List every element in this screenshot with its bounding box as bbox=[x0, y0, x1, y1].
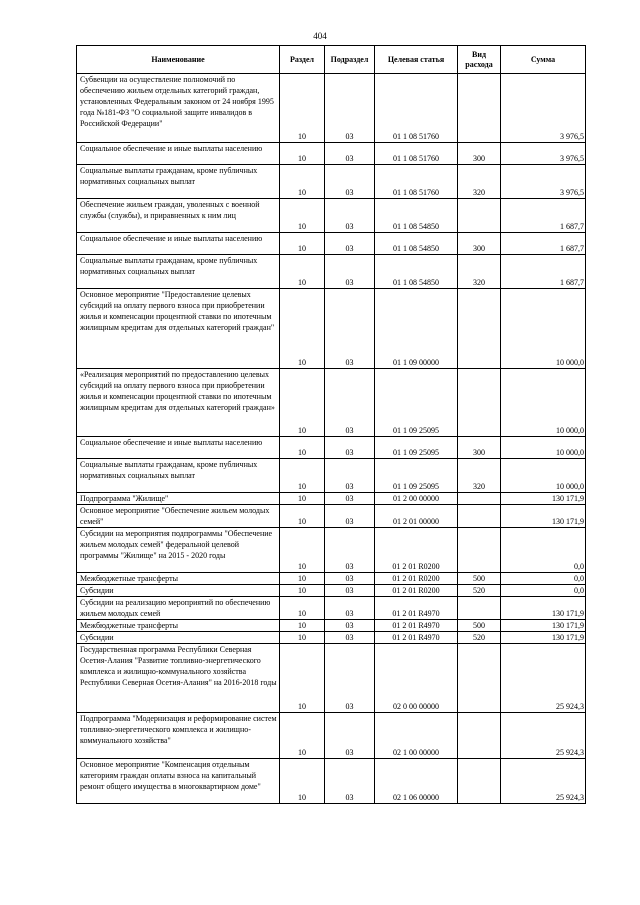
cell-summa: 1 687,7 bbox=[501, 199, 586, 233]
cell-vid: 500 bbox=[458, 620, 501, 632]
cell-name: Межбюджетные трансферты bbox=[77, 620, 280, 632]
cell-podrazdel: 03 bbox=[325, 437, 375, 459]
table-row bbox=[77, 493, 586, 505]
cell-razdel: 10 bbox=[280, 255, 325, 289]
header-summa: Сумма bbox=[501, 46, 586, 74]
cell-summa: 130 171,9 bbox=[501, 632, 586, 644]
cell-vid bbox=[458, 597, 501, 620]
cell-name: Субсидии bbox=[77, 585, 280, 597]
table-row bbox=[77, 255, 586, 289]
cell-name: Субсидии bbox=[77, 632, 280, 644]
cell-podrazdel: 03 bbox=[325, 759, 375, 804]
cell-podrazdel: 03 bbox=[325, 74, 375, 143]
table-row bbox=[77, 713, 586, 759]
cell-name: Обеспечение жильем граждан, уволенных с военной службы (службы), и приравненных к ним лиц bbox=[77, 199, 280, 233]
cell-podrazdel: 03 bbox=[325, 505, 375, 528]
cell-name: Субсидии на мероприятия подпрограммы "Обеспечение жильем молодых семей" федеральной целевой программы "Жилище" на 2015 - 2020 годы bbox=[77, 528, 280, 573]
cell-vid: 300 bbox=[458, 233, 501, 255]
table-body bbox=[77, 74, 586, 804]
cell-statya: 01 2 01 R4970 bbox=[375, 597, 458, 620]
cell-name: Государственная программа Республики Северная Осетия-Алания "Развитие топливно-энергетического комплекса и жилищно-коммунального хозяйства Республики Северная Осетия-Алания" на 2016-2018 годы bbox=[77, 644, 280, 713]
cell-podrazdel: 03 bbox=[325, 143, 375, 165]
cell-name: Основное мероприятие "Предоставление целевых субсидий на оплату первого взноса при приобретении жилья и компенсации процентной ставки по ипотечным жилищным кредитам для отдельных категорий граждан" bbox=[77, 289, 280, 369]
cell-summa: 0,0 bbox=[501, 585, 586, 597]
cell-summa: 1 687,7 bbox=[501, 233, 586, 255]
cell-name: Субвенции на осуществление полномочий по обеспечению жильем отдельных категорий граждан, установленных Федеральным законом от 24 ноября 1995 года №181-ФЗ "О социальной защите инвалидов в Российской Федерации" bbox=[77, 74, 280, 143]
cell-name: «Реализация мероприятий по предоставлению целевых субсидий на оплату первого взноса при приобретении жилья и компенсации процентной ставки по ипотечным жилищным кредитам для отдельных категорий граждан» bbox=[77, 369, 280, 437]
table-row bbox=[77, 74, 586, 143]
cell-statya: 01 1 09 25095 bbox=[375, 459, 458, 493]
cell-name: Социальные выплаты гражданам, кроме публичных нормативных социальных выплат bbox=[77, 165, 280, 199]
cell-podrazdel: 03 bbox=[325, 493, 375, 505]
cell-summa: 130 171,9 bbox=[501, 505, 586, 528]
cell-razdel: 10 bbox=[280, 493, 325, 505]
cell-razdel: 10 bbox=[280, 369, 325, 437]
cell-razdel: 10 bbox=[280, 713, 325, 759]
cell-vid bbox=[458, 199, 501, 233]
cell-statya: 01 2 01 R0200 bbox=[375, 585, 458, 597]
table-row bbox=[77, 528, 586, 573]
cell-vid: 320 bbox=[458, 459, 501, 493]
cell-statya: 01 2 01 R4970 bbox=[375, 620, 458, 632]
cell-razdel: 10 bbox=[280, 437, 325, 459]
cell-podrazdel: 03 bbox=[325, 459, 375, 493]
cell-name: Межбюджетные трансферты bbox=[77, 573, 280, 585]
cell-summa: 10 000,0 bbox=[501, 459, 586, 493]
cell-name: Социальные выплаты гражданам, кроме публичных нормативных социальных выплат bbox=[77, 255, 280, 289]
cell-vid bbox=[458, 713, 501, 759]
cell-name: Субсидии на реализацию мероприятий по обеспечению жильем молодых семей bbox=[77, 597, 280, 620]
cell-statya: 02 1 06 00000 bbox=[375, 759, 458, 804]
cell-statya: 01 1 09 25095 bbox=[375, 437, 458, 459]
table-header-row bbox=[77, 46, 586, 74]
cell-podrazdel: 03 bbox=[325, 713, 375, 759]
cell-name: Подпрограмма "Жилище" bbox=[77, 493, 280, 505]
cell-statya: 01 1 08 54850 bbox=[375, 199, 458, 233]
cell-name: Социальное обеспечение и иные выплаты населению bbox=[77, 233, 280, 255]
cell-summa: 3 976,5 bbox=[501, 143, 586, 165]
cell-summa: 3 976,5 bbox=[501, 74, 586, 143]
cell-name: Подпрограмма "Модернизация и реформирование систем топливно-энергетического комплекса и жилищно-коммунального хозяйства" bbox=[77, 713, 280, 759]
cell-razdel: 10 bbox=[280, 597, 325, 620]
cell-razdel: 10 bbox=[280, 74, 325, 143]
table-row bbox=[77, 369, 586, 437]
cell-summa: 130 171,9 bbox=[501, 597, 586, 620]
cell-summa: 10 000,0 bbox=[501, 369, 586, 437]
cell-name: Социальное обеспечение и иные выплаты населению bbox=[77, 437, 280, 459]
cell-vid: 320 bbox=[458, 165, 501, 199]
cell-razdel: 10 bbox=[280, 289, 325, 369]
cell-podrazdel: 03 bbox=[325, 233, 375, 255]
page-number: 404 bbox=[313, 31, 327, 41]
cell-podrazdel: 03 bbox=[325, 255, 375, 289]
cell-statya: 01 1 08 51760 bbox=[375, 165, 458, 199]
table-row bbox=[77, 759, 586, 804]
table-row bbox=[77, 620, 586, 632]
header-statya: Целевая статья bbox=[375, 46, 458, 74]
cell-vid bbox=[458, 505, 501, 528]
cell-vid bbox=[458, 528, 501, 573]
table-row bbox=[77, 597, 586, 620]
cell-podrazdel: 03 bbox=[325, 585, 375, 597]
cell-podrazdel: 03 bbox=[325, 644, 375, 713]
cell-statya: 01 1 09 00000 bbox=[375, 289, 458, 369]
cell-podrazdel: 03 bbox=[325, 620, 375, 632]
cell-razdel: 10 bbox=[280, 644, 325, 713]
cell-razdel: 10 bbox=[280, 165, 325, 199]
table-row bbox=[77, 199, 586, 233]
cell-podrazdel: 03 bbox=[325, 528, 375, 573]
cell-statya: 01 1 09 25095 bbox=[375, 369, 458, 437]
cell-vid bbox=[458, 644, 501, 713]
cell-razdel: 10 bbox=[280, 620, 325, 632]
cell-summa: 25 924,3 bbox=[501, 759, 586, 804]
header-name: Наименование bbox=[77, 46, 280, 74]
cell-vid bbox=[458, 74, 501, 143]
table-row bbox=[77, 233, 586, 255]
cell-statya: 01 2 01 R0200 bbox=[375, 573, 458, 585]
cell-razdel: 10 bbox=[280, 199, 325, 233]
cell-statya: 01 2 01 00000 bbox=[375, 505, 458, 528]
cell-podrazdel: 03 bbox=[325, 199, 375, 233]
cell-razdel: 10 bbox=[280, 459, 325, 493]
cell-name: Основное мероприятие "Компенсация отдельным категориям граждан оплаты взноса на капитальный ремонт общего имущества в многоквартирном доме" bbox=[77, 759, 280, 804]
cell-podrazdel: 03 bbox=[325, 165, 375, 199]
cell-summa: 130 171,9 bbox=[501, 620, 586, 632]
cell-vid: 320 bbox=[458, 255, 501, 289]
table-row bbox=[77, 644, 586, 713]
cell-vid bbox=[458, 493, 501, 505]
cell-summa: 0,0 bbox=[501, 573, 586, 585]
cell-razdel: 10 bbox=[280, 528, 325, 573]
cell-razdel: 10 bbox=[280, 585, 325, 597]
cell-razdel: 10 bbox=[280, 759, 325, 804]
cell-name: Социальное обеспечение и иные выплаты населению bbox=[77, 143, 280, 165]
cell-statya: 01 2 00 00000 bbox=[375, 493, 458, 505]
cell-summa: 10 000,0 bbox=[501, 437, 586, 459]
cell-summa: 25 924,3 bbox=[501, 644, 586, 713]
cell-statya: 02 1 00 00000 bbox=[375, 713, 458, 759]
table-row bbox=[77, 143, 586, 165]
table-row bbox=[77, 165, 586, 199]
header-podrazdel: Подраздел bbox=[325, 46, 375, 74]
cell-summa: 10 000,0 bbox=[501, 289, 586, 369]
cell-razdel: 10 bbox=[280, 505, 325, 528]
cell-vid bbox=[458, 759, 501, 804]
cell-summa: 1 687,7 bbox=[501, 255, 586, 289]
table-row bbox=[77, 632, 586, 644]
cell-statya: 01 1 08 51760 bbox=[375, 143, 458, 165]
cell-name: Основное мероприятие "Обеспечение жильем молодых семей" bbox=[77, 505, 280, 528]
cell-podrazdel: 03 bbox=[325, 289, 375, 369]
table-row bbox=[77, 505, 586, 528]
cell-vid: 520 bbox=[458, 632, 501, 644]
cell-summa: 25 924,3 bbox=[501, 713, 586, 759]
table-row bbox=[77, 289, 586, 369]
cell-name: Социальные выплаты гражданам, кроме публичных нормативных социальных выплат bbox=[77, 459, 280, 493]
cell-razdel: 10 bbox=[280, 632, 325, 644]
cell-vid bbox=[458, 369, 501, 437]
cell-statya: 01 2 01 R0200 bbox=[375, 528, 458, 573]
cell-razdel: 10 bbox=[280, 573, 325, 585]
cell-statya: 02 0 00 00000 bbox=[375, 644, 458, 713]
cell-podrazdel: 03 bbox=[325, 632, 375, 644]
cell-statya: 01 1 08 54850 bbox=[375, 255, 458, 289]
table-row bbox=[77, 459, 586, 493]
cell-summa: 130 171,9 bbox=[501, 493, 586, 505]
cell-statya: 01 1 08 51760 bbox=[375, 74, 458, 143]
table-row bbox=[77, 573, 586, 585]
cell-statya: 01 1 08 54850 bbox=[375, 233, 458, 255]
cell-vid bbox=[458, 289, 501, 369]
table-row bbox=[77, 437, 586, 459]
cell-podrazdel: 03 bbox=[325, 597, 375, 620]
cell-vid: 300 bbox=[458, 437, 501, 459]
cell-razdel: 10 bbox=[280, 143, 325, 165]
cell-summa: 3 976,5 bbox=[501, 165, 586, 199]
cell-statya: 01 2 01 R4970 bbox=[375, 632, 458, 644]
cell-vid: 500 bbox=[458, 573, 501, 585]
cell-razdel: 10 bbox=[280, 233, 325, 255]
cell-summa: 0,0 bbox=[501, 528, 586, 573]
budget-table bbox=[76, 45, 586, 804]
cell-vid: 520 bbox=[458, 585, 501, 597]
header-vid: Вид расхода bbox=[458, 46, 501, 74]
table-row bbox=[77, 585, 586, 597]
cell-vid: 300 bbox=[458, 143, 501, 165]
header-razdel: Раздел bbox=[280, 46, 325, 74]
cell-podrazdel: 03 bbox=[325, 573, 375, 585]
cell-podrazdel: 03 bbox=[325, 369, 375, 437]
